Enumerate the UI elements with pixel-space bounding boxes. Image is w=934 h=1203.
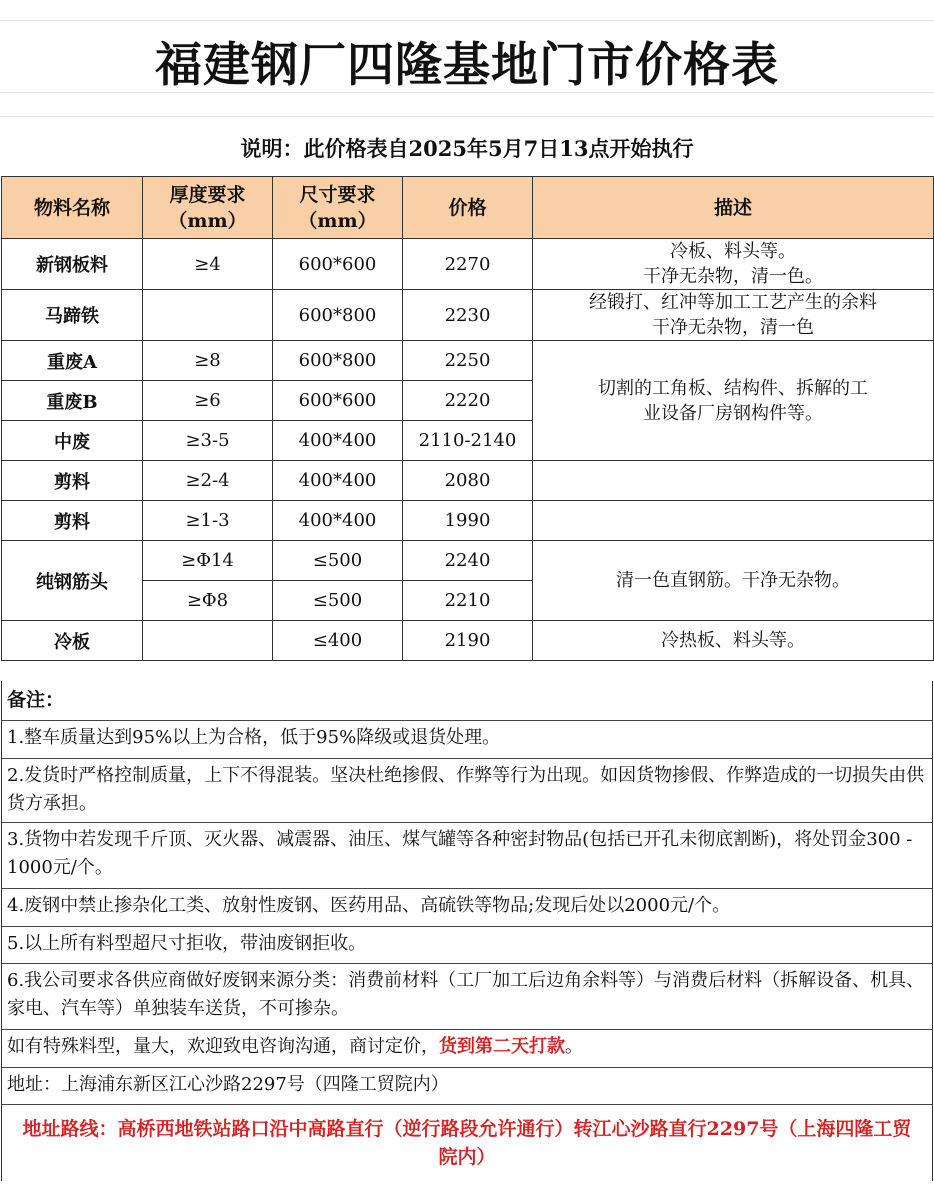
- cell-size: 600*800: [273, 341, 403, 381]
- note-item: 1.整车质量达到95%以上为合格，低于95%降级或退货处理。: [1, 721, 933, 759]
- cell-name: 重废A: [2, 341, 143, 381]
- cell-size: 600*600: [273, 239, 403, 290]
- cell-desc-empty: [533, 501, 934, 541]
- cell-size: 400*400: [273, 461, 403, 501]
- cell-desc: 清一色直钢筋。干净无杂物。: [533, 541, 934, 621]
- cell-thickness: [143, 290, 273, 341]
- notes-heading: 备注：: [1, 681, 933, 721]
- column-header-thickness-unit: （mm）: [168, 209, 247, 232]
- column-header-size-label: 尺寸要求: [299, 183, 376, 206]
- table-row: [2, 290, 934, 341]
- cell-thickness: ≥8: [143, 341, 273, 381]
- note-item: 5.以上所有料型超尺寸拒收，带油废钢拒收。: [1, 927, 933, 964]
- table-row: [2, 341, 934, 381]
- cell-thickness: ≥1-3: [143, 501, 273, 541]
- column-header-size: [273, 177, 403, 239]
- cell-name: 新钢板料: [2, 239, 143, 290]
- notes-section: [1, 681, 933, 1181]
- desc-line: 干净无杂物，清一色: [652, 317, 814, 338]
- table-row: [2, 501, 934, 541]
- cell-name: 冷板: [2, 621, 143, 661]
- route-directions: 地址路线：高桥西地铁站路口沿中高路直行（逆行路段允许通行）转江心沙路直行2297号（上海四隆工贸院内）: [1, 1105, 933, 1181]
- cell-thickness: ≥2-4: [143, 461, 273, 501]
- address-line: 地址：上海浦东新区江心沙路2297号（四隆工贸院内）: [1, 1068, 933, 1105]
- note-item: 6.我公司要求各供应商做好废钢来源分类：消费前材料（工厂加工后边角余料等）与消费后材料（拆解设备、机具、家电、汽车等）单独装车送货，不可掺杂。: [1, 964, 933, 1030]
- cell-price: 2250: [403, 341, 533, 381]
- contact-note: [1, 1030, 933, 1068]
- note-item: 4.废钢中禁止掺杂化工类、放射性废钢、医药用品、高硫铁等物品;发现后处以2000元/个。: [1, 889, 933, 927]
- page-title: 福建钢厂四隆基地门市价格表: [155, 38, 779, 93]
- cell-size: ≤400: [273, 621, 403, 661]
- cell-size: 600*800: [273, 290, 403, 341]
- cell-size: ≤500: [273, 541, 403, 581]
- cell-desc-empty: [533, 461, 934, 501]
- cell-thickness: [143, 621, 273, 661]
- cell-size: 600*600: [273, 381, 403, 421]
- cell-size: ≤500: [273, 581, 403, 621]
- cell-price: 2270: [403, 239, 533, 290]
- desc-line: 业设备厂房钢构件等。: [643, 402, 823, 424]
- cell-name: 纯钢筋头: [2, 541, 143, 621]
- desc-line: 冷板、料头等。: [670, 241, 796, 262]
- cell-name: 重废B: [2, 381, 143, 421]
- cell-name: 剪料: [2, 461, 143, 501]
- cell-price: 1990: [403, 501, 533, 541]
- cell-price: 2080: [403, 461, 533, 501]
- table-header-row: [2, 177, 934, 239]
- cell-price: 2210: [403, 581, 533, 621]
- column-header-name: 物料名称: [2, 177, 143, 239]
- cell-thickness: ≥4: [143, 239, 273, 290]
- table-row: [2, 541, 934, 581]
- price-table: [1, 176, 934, 661]
- column-header-price: 价格: [403, 177, 533, 239]
- price-effective-note: 说明：此价格表自2025年5月7日13点开始执行: [240, 136, 694, 161]
- cell-desc: 冷热板、料头等。: [533, 621, 934, 661]
- column-header-thickness: [143, 177, 273, 239]
- cell-name: 马蹄铁: [2, 290, 143, 341]
- cell-name: 剪料: [2, 501, 143, 541]
- table-row: [2, 621, 934, 661]
- table-row: [2, 239, 934, 290]
- desc-line: 干净无杂物，清一色。: [643, 266, 823, 287]
- cell-desc: [533, 239, 934, 290]
- cell-thickness: ≥Φ14: [143, 541, 273, 581]
- cell-price: 2230: [403, 290, 533, 341]
- cell-name: 中废: [2, 421, 143, 461]
- cell-size: 400*400: [273, 421, 403, 461]
- cell-thickness: ≥Φ8: [143, 581, 273, 621]
- cell-price: 2190: [403, 621, 533, 661]
- contact-text: 如有特殊料型，量大，欢迎致电咨询沟通，商讨定价，: [7, 1036, 439, 1057]
- contact-end: 。: [565, 1036, 583, 1057]
- payment-highlight: 货到第二天打款: [439, 1036, 565, 1057]
- cell-thickness: ≥6: [143, 381, 273, 421]
- desc-line: 经锻打、红冲等加工工艺产生的余料: [589, 292, 877, 313]
- cell-thickness: ≥3-5: [143, 421, 273, 461]
- column-header-desc: 描述: [533, 177, 934, 239]
- cell-desc: [533, 290, 934, 341]
- column-header-thickness-label: 厚度要求: [169, 183, 246, 206]
- cell-price: 2220: [403, 381, 533, 421]
- cell-price: 2240: [403, 541, 533, 581]
- note-item: 2.发货时严格控制质量，上下不得混装。坚决杜绝掺假、作弊等行为出现。如因货物掺假、作弊造成的一切损失由供货方承担。: [1, 759, 933, 823]
- cell-price: 2110-2140: [403, 421, 533, 461]
- table-row: [2, 461, 934, 501]
- cell-size: 400*400: [273, 501, 403, 541]
- desc-line: 切割的工角板、结构件、拆解的工: [598, 377, 868, 399]
- note-item: 3.货物中若发现千斤顶、灭火器、减震器、油压、煤气罐等各种密封物品(包括已开孔未彻底割断)，将处罚金300 - 1000元/个。: [1, 823, 933, 889]
- cell-desc: [533, 341, 934, 461]
- column-header-size-unit: （mm）: [298, 209, 377, 232]
